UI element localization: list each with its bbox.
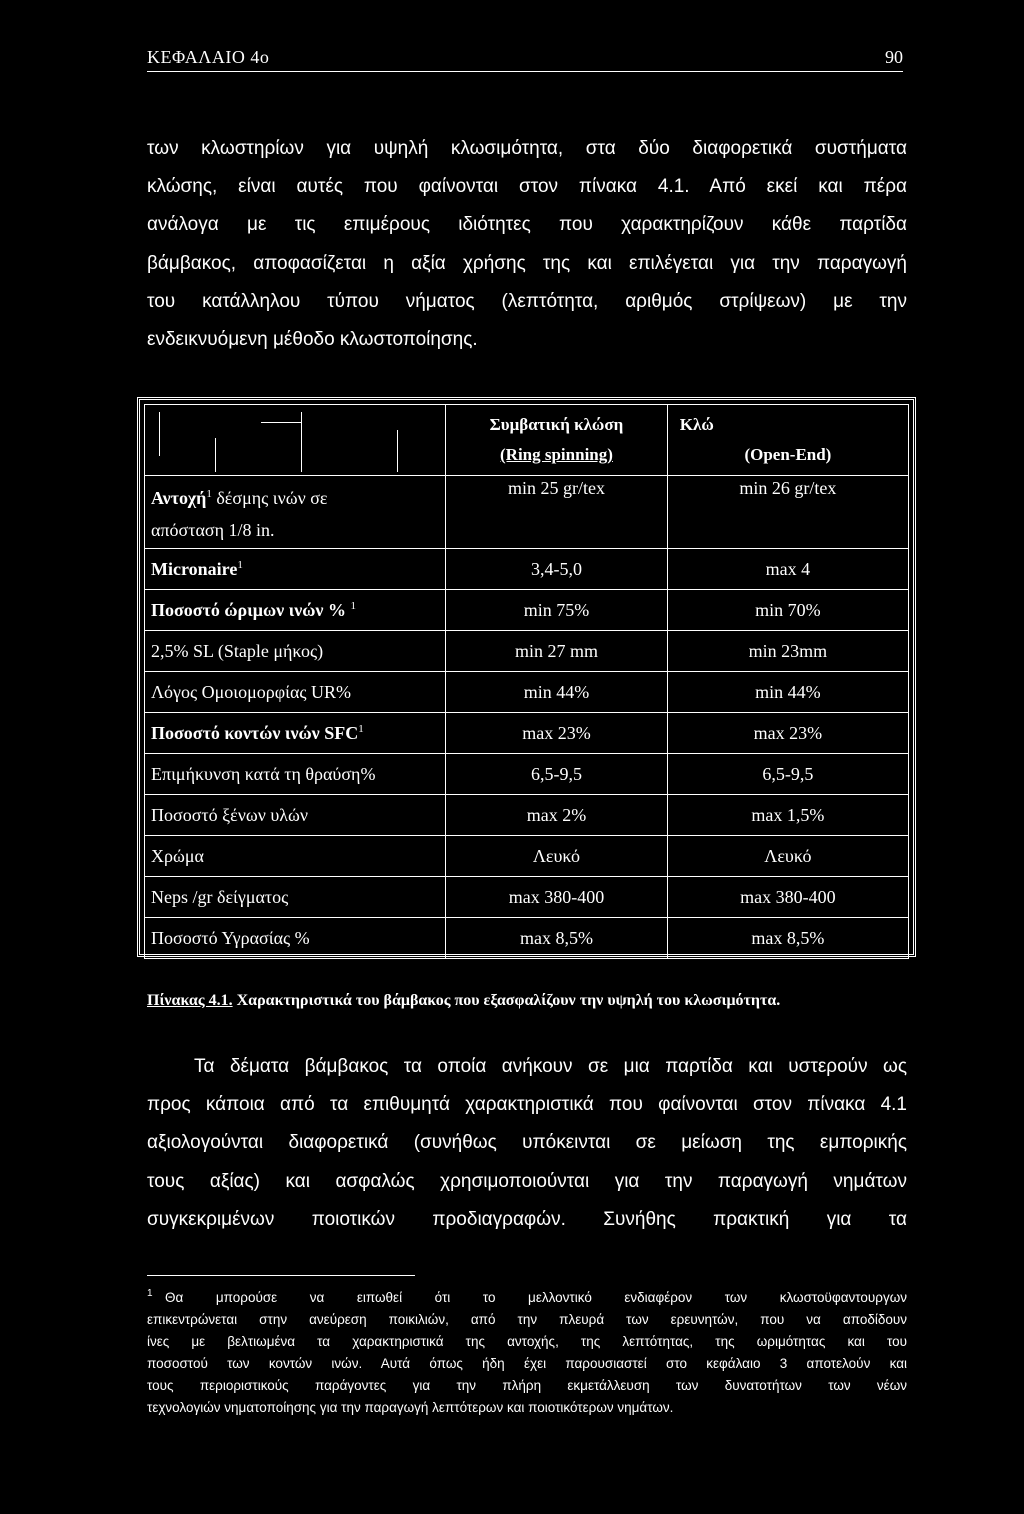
table-row <box>145 631 909 672</box>
table-row <box>145 795 909 836</box>
footnote-line: ποσοστού των κοντών ινών. Αυτά όπως ήδη έχει παρουσιαστεί στο κεφάλαιο 3 αποτελούν και <box>147 1356 907 1371</box>
text-line: ενδεικνυόμενη μέθοδο κλωστοποίησης. <box>147 329 478 350</box>
text-line: αξιολογούνται διαφορετικά (συνήθως υπόκεινται σε μείωση της εμπορικής <box>147 1132 907 1153</box>
row-label: 2,5% SL (Staple μήκος) <box>145 631 446 672</box>
footnote-line: επικεντρώνεται στην ανεύρεση ποικιλιών, από την πλευρά των ερευνητών, που να αποδίδουν <box>147 1312 907 1327</box>
row-ring-value: 3,4-5,0 <box>446 549 668 590</box>
footnote-marker: 1 <box>147 1288 153 1299</box>
row-ring-value: max 2% <box>446 795 668 836</box>
row-open-value: min 44% <box>667 672 908 713</box>
row-open-value: max 1,5% <box>667 795 908 836</box>
table-row <box>145 549 909 590</box>
row-ring-value: max 8,5% <box>446 918 668 959</box>
row-label: Neps /gr δείγματος <box>145 877 446 918</box>
page-number: 90 <box>885 47 903 67</box>
caption-text: Χαρακτηριστικά του βάμβακος που εξασφαλίζουν την υψηλή του κλωσιμότητα. <box>232 992 781 1009</box>
row-label: Micronaire$^1$ <box>145 549 446 590</box>
row-label: Ποσοστό ώριμων ινών % $^1$ <box>145 590 446 631</box>
row-ring-value: 6,5-9,5 <box>446 754 668 795</box>
header-open-line2: (Open-End) <box>744 445 832 464</box>
row-ring-value: min 75% <box>446 590 668 631</box>
footnote-line: Θα μπορούσε να ειπωθεί ότι το μελλοντικό ενδιαφέρον των κλωστοϋφαντουργων <box>165 1290 907 1305</box>
footnote-rule <box>147 1275 415 1276</box>
table-row <box>145 590 909 631</box>
text-line: των κλωστηρίων για υψηλή κλωσιμότητα, στα δύο διαφορετικά συστήματα <box>147 138 907 159</box>
row-open-value: min 23mm <box>667 631 908 672</box>
table-row <box>145 877 909 918</box>
row-label: Λόγος Ομοιομορφίας UR% <box>145 672 446 713</box>
footnote-line: ίνες με βελτιωμένα τα χαρακτηριστικά της αντοχής, της λεπτότητας, της ωριμότητας και του <box>147 1334 907 1349</box>
text-line: τους αξίας) και ασφαλώς χρησιμοποιούνται για την παραγωγή νημάτων <box>147 1171 907 1192</box>
text-line: προς κάποια από τα επιθυμητά χαρακτηριστικά που φαίνονται στον πίνακα 4.1 <box>147 1094 907 1115</box>
row-open-value: max 23% <box>667 713 908 754</box>
row-ring-value: Λευκό <box>446 836 668 877</box>
table-row <box>145 476 909 549</box>
row-open-value: 6,5-9,5 <box>667 754 908 795</box>
table-row <box>145 754 909 795</box>
table-header-row <box>145 405 909 476</box>
row-ring-value: min 25 gr/tex <box>446 476 668 549</box>
header-ring-line2: (Ring spinning) <box>500 445 613 464</box>
text-line: Τα δέματα βάμβακος τα οποία ανήκουν σε μια παρτίδα και υστερούν ως <box>194 1056 907 1077</box>
text-line: κλώσης, είναι αυτές που φαίνονται στον πίνακα 4.1. Από εκεί και πέρα <box>147 176 907 197</box>
header-open-line1: Κλώ <box>679 415 714 434</box>
row-label: Χρώμα <box>145 836 446 877</box>
table-row <box>145 918 909 959</box>
caption-label: Πίνακας 4.1. <box>147 992 233 1009</box>
table-row <box>145 836 909 877</box>
row-open-value: min 70% <box>667 590 908 631</box>
table-row <box>145 672 909 713</box>
header-open-end <box>667 405 908 476</box>
header-empty-cell <box>145 405 446 476</box>
row-label: Ποσοστό κοντών ινών SFC$^1$ <box>145 713 446 754</box>
header-ring-line1: Συμβατική κλώση <box>489 415 624 434</box>
row-label: Ποσοστό ξένων υλών <box>145 795 446 836</box>
row-label: Επιμήκυνση κατά τη θραύση% <box>145 754 446 795</box>
text-line: ανάλογα με τις επιμέρους ιδιότητες που χαρακτηρίζουν κάθε παρτίδα <box>147 214 907 235</box>
row-label: Αντοχή$^1$ δέσμης ινών σε απόσταση 1/8 in. <box>145 476 446 549</box>
table-caption <box>147 992 780 1010</box>
table-row <box>145 713 909 754</box>
row-label: Ποσοστό Υγρασίας % <box>145 918 446 959</box>
footnote-line: τεχνολογιών νηματοποίησης για την παραγωγή λεπτότερων και ποιοτικότερων νημάτων. <box>147 1400 674 1415</box>
row-open-value: max 8,5% <box>667 918 908 959</box>
row-ring-value: min 44% <box>446 672 668 713</box>
header-ring-spinning <box>446 405 668 476</box>
text-line: συγκεκριμένων ποιοτικών προδιαγραφών. Συνήθης πρακτική για τα <box>147 1209 907 1230</box>
text-line: του κατάλληλου τύπου νήματος (λεπτότητα, αριθμός στρίψεων) με την <box>147 291 907 312</box>
row-ring-value: max 23% <box>446 713 668 754</box>
header-artifact-marks <box>151 410 439 470</box>
row-open-value: min 26 gr/tex <box>667 476 908 549</box>
row-open-value: Λευκό <box>667 836 908 877</box>
row-open-value: max 4 <box>667 549 908 590</box>
chapter-title: ΚΕΦΑΛΑΙΟ 4ο <box>147 47 270 67</box>
row-ring-value: min 27 mm <box>446 631 668 672</box>
footnote-line: τους περιοριστικούς παράγοντες για την πλήρη εκμετάλλευση των δυνατοτήτων των νέων <box>147 1378 907 1393</box>
row-ring-value: max 380-400 <box>446 877 668 918</box>
row-open-value: max 380-400 <box>667 877 908 918</box>
page-header <box>147 45 903 72</box>
spec-table <box>137 397 916 957</box>
text-line: βάμβακος, αποφασίζεται η αξία χρήσης της και επιλέγεται για την παραγωγή <box>147 253 907 274</box>
